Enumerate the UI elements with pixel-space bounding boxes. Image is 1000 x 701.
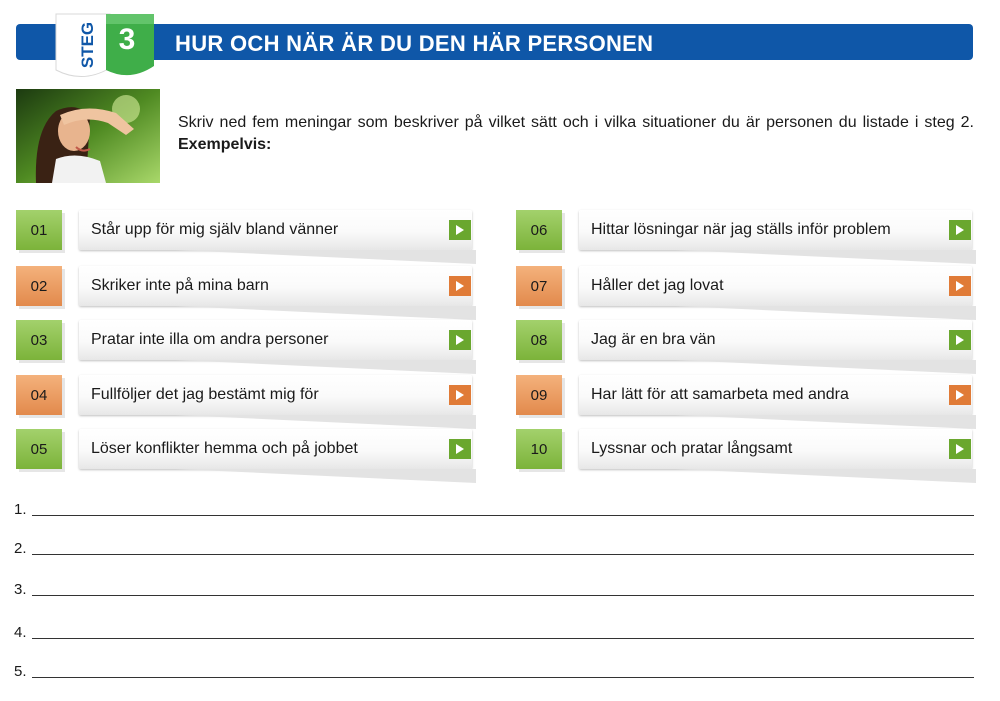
arrow-right-icon: [949, 330, 971, 350]
answer-line[interactable]: [14, 535, 974, 559]
answer-line-number: 1.: [14, 501, 27, 518]
item-text: Jag är en bra vän: [591, 331, 716, 348]
arrow-right-icon: [449, 385, 471, 405]
example-item: [16, 375, 476, 435]
badge-number: 3: [118, 23, 136, 56]
item-label-box: [579, 320, 972, 360]
arrow-right-icon: [949, 276, 971, 296]
answer-line[interactable]: [14, 576, 974, 600]
example-item: [516, 266, 976, 326]
item-shadow: [676, 469, 976, 483]
answer-line-rule: [32, 515, 974, 516]
item-shadow: [676, 306, 976, 320]
item-number: 10: [516, 429, 562, 469]
item-text: Hittar lösningar när jag ställs inför problem: [591, 221, 891, 238]
answer-line-rule: [32, 677, 974, 678]
example-item: [16, 210, 476, 270]
example-item: [16, 429, 476, 489]
example-item: [516, 375, 976, 435]
arrow-right-icon: [949, 385, 971, 405]
arrow-right-icon: [949, 220, 971, 240]
arrow-right-icon: [449, 220, 471, 240]
arrow-right-icon: [449, 276, 471, 296]
item-text: Pratar inte illa om andra personer: [91, 331, 329, 348]
item-label-box: [579, 375, 972, 415]
item-label-box: [579, 429, 972, 469]
item-shadow: [176, 250, 476, 264]
item-label-box: [79, 320, 472, 360]
item-label-box: [579, 266, 972, 306]
item-number: 05: [16, 429, 62, 469]
intro-emphasis: Exempelvis:: [178, 136, 272, 153]
item-text: Lyssnar och pratar långsamt: [591, 440, 793, 457]
item-number: 07: [516, 266, 562, 306]
answer-line[interactable]: [14, 658, 974, 682]
example-item: [516, 210, 976, 270]
item-label-box: [79, 266, 472, 306]
item-label-box: [79, 429, 472, 469]
example-item: [516, 320, 976, 380]
item-shadow: [176, 415, 476, 429]
item-label-box: [579, 210, 972, 250]
answer-line-rule: [32, 595, 974, 596]
item-text: Har lätt för att samarbeta med andra: [591, 386, 849, 403]
item-number: 01: [16, 210, 62, 250]
item-shadow: [176, 469, 476, 483]
item-text: Fullföljer det jag bestämt mig för: [91, 386, 319, 403]
intro-paragraph: [178, 112, 974, 156]
arrow-right-icon: [449, 439, 471, 459]
item-number: 08: [516, 320, 562, 360]
item-shadow: [176, 360, 476, 374]
answer-line-rule: [32, 638, 974, 639]
badge-word: STEG: [78, 21, 98, 69]
item-label-box: [79, 210, 472, 250]
item-shadow: [676, 415, 976, 429]
example-item: [516, 429, 976, 489]
answer-line-number: 4.: [14, 624, 27, 641]
item-shadow: [676, 360, 976, 374]
item-text: Löser konflikter hemma och på jobbet: [91, 440, 358, 457]
item-number: 09: [516, 375, 562, 415]
item-text: Står upp för mig själv bland vänner: [91, 221, 339, 238]
item-text: Skriker inte på mina barn: [91, 277, 269, 294]
item-number: 06: [516, 210, 562, 250]
answer-line-number: 3.: [14, 581, 27, 598]
item-shadow: [176, 306, 476, 320]
item-number: 03: [16, 320, 62, 360]
item-number: 02: [16, 266, 62, 306]
item-text: Håller det jag lovat: [591, 277, 724, 294]
answer-line-number: 2.: [14, 540, 27, 557]
example-item: [16, 266, 476, 326]
item-label-box: [79, 375, 472, 415]
example-item: [16, 320, 476, 380]
woman-photo: [16, 89, 160, 183]
page-title: HUR OCH NÄR ÄR DU DEN HÄR PERSONEN: [175, 31, 654, 56]
answer-line[interactable]: [14, 496, 974, 520]
answer-line-rule: [32, 554, 974, 555]
intro-text: Skriv ned fem meningar som beskriver på vilket sätt och i vilka situationer du är personen du listade i steg 2.: [178, 114, 974, 131]
arrow-right-icon: [949, 439, 971, 459]
answer-line-number: 5.: [14, 663, 27, 680]
answer-line[interactable]: [14, 619, 974, 643]
item-number: 04: [16, 375, 62, 415]
item-shadow: [676, 250, 976, 264]
arrow-right-icon: [449, 330, 471, 350]
